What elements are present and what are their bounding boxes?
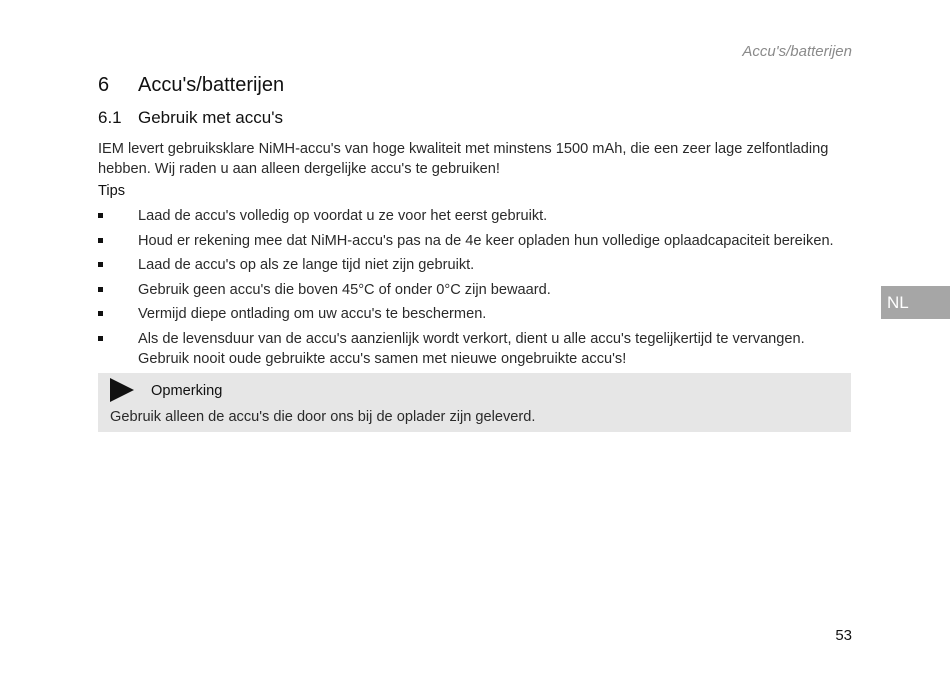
bullet-icon xyxy=(98,311,103,316)
chapter-title: Accu's/batterijen xyxy=(138,74,285,96)
list-item xyxy=(98,304,854,324)
page-number: 53 xyxy=(835,627,852,644)
list-item-text: Houd er rekening mee dat NiMH-accu's pas na de 4e keer opladen hun volledige oplaadcapaciteit bereiken. xyxy=(138,232,834,249)
note-text: Gebruik alleen de accu's die door ons bij de oplader zijn geleverd. xyxy=(110,409,536,425)
list-item xyxy=(98,231,854,251)
list-item-text: Als de levensduur van de accu's aanzienlijk wordt verkort, dient u alle accu's tegelijkertijd te vervangen. Gebruik nooit oude gebruikte accu's samen met nieuwe ongebruikte accu's! xyxy=(138,330,805,367)
bullet-icon xyxy=(98,262,103,267)
list-item xyxy=(98,206,854,226)
list-item xyxy=(98,280,854,300)
list-item-text: Laad de accu's op als ze lange tijd niet zijn gebruikt. xyxy=(138,257,475,274)
list-item xyxy=(98,329,854,369)
bullet-icon xyxy=(98,336,103,341)
intro-paragraph: IEM levert gebruiksklare NiMH-accu's van hoge kwaliteit met minstens 1500 mAh, die een zeer lage zelfontlading hebben. Wij raden u aan alleen dergelijke accu's te gebruiken! xyxy=(98,141,829,177)
language-tab: NL xyxy=(881,286,950,319)
bullet-icon xyxy=(98,238,103,243)
list-item xyxy=(98,255,854,275)
arrow-right-icon xyxy=(110,378,134,402)
running-header: Accu's/batterijen xyxy=(742,43,852,60)
tips-list xyxy=(98,206,854,374)
list-item-text: Vermijd diepe ontlading om uw accu's te beschermen. xyxy=(138,306,487,323)
bullet-icon xyxy=(98,213,103,218)
note-title: Opmerking xyxy=(151,383,223,399)
chapter-number: 6 xyxy=(98,74,110,96)
section-heading xyxy=(98,108,283,128)
chapter-heading xyxy=(98,74,284,97)
section-title: Gebruik met accu's xyxy=(138,108,283,127)
section-number: 6.1 xyxy=(98,108,122,127)
list-item-text: Gebruik geen accu's die boven 45°C of onder 0°C zijn bewaard. xyxy=(138,281,551,298)
note-box xyxy=(98,373,851,432)
bullet-icon xyxy=(98,287,103,292)
tips-label: Tips xyxy=(98,183,126,199)
list-item-text: Laad de accu's volledig op voordat u ze voor het eerst gebruikt. xyxy=(138,208,548,224)
